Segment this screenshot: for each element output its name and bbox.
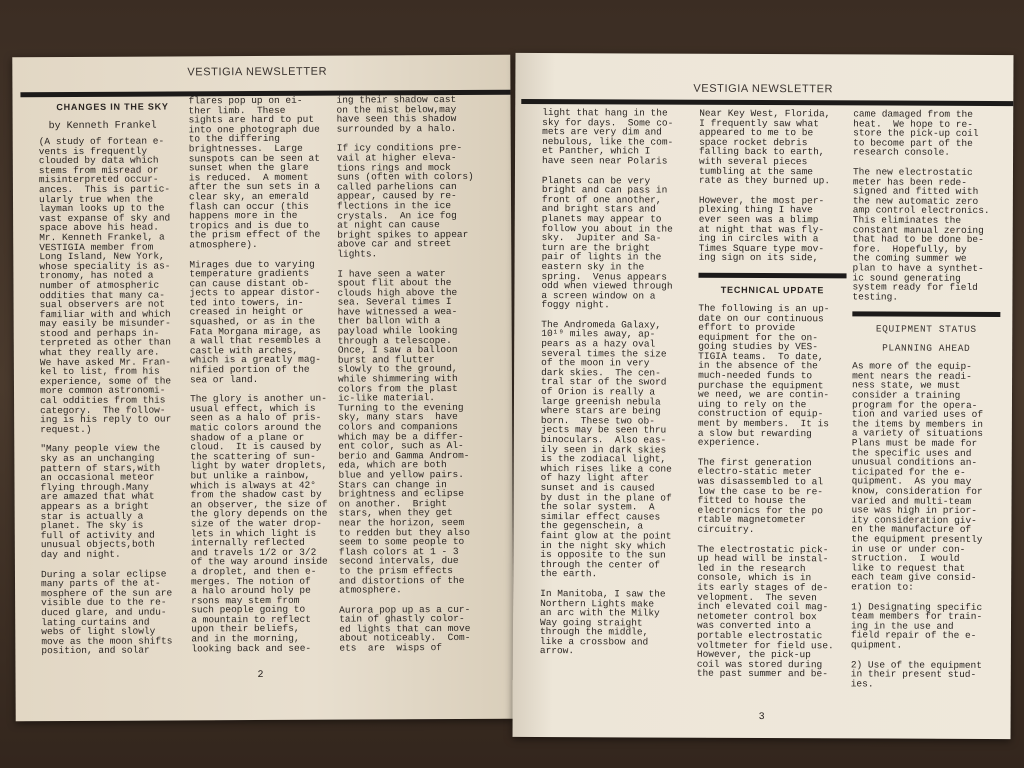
paragraph: Mirages due to varying temperature gradients can cause distant ob- jects to appear distor- ted into towers, in- creased in height or squashed, or as in the Fata Morgana mirage, as a wall that resembles a castle with arches, which is a greatly mag- nified portion of the sea or land. [189,258,322,386]
paragraph: I have seen a water spout flit about the clouds high above the sea. Several times I have witnessed a wea- ther ballon with a payload while looking through a telescope. Once, I saw a balloon burst and flutter slowly to the ground, while shimmering with colors from the plast ic-like material. Turning to the evening sky, many stars have colors and companions which may be a differ- ent color, such as Al- berio and Gamma Androm- eda, which are both blue and yellow pairs. Stars can change in brightness and eclipse on another. Bright stars, when they get near the horizon, seem to redden but they also seem to some people to flash colors at 1 - 3 second intervals, due to the prism effects and distortions of the atmosphere. [337,267,470,596]
page-number: 2 [257,670,264,682]
text-column [540,108,690,667]
paragraph: Planets can be very bright and can pass in front of one another, and bright stars and planets may appear to follow you about in the sky. Jupiter and Sa- turn are the bright pair of lights in the eastern sky in the spring. Venus appears odd when viewed through a screen window on a foggy night. [541,174,673,311]
text-column [851,109,1002,699]
text-column [188,96,339,664]
section-subheading: PLANNING AHEAD [882,342,971,355]
paragraph: 2) Use of the equipment in their present stud- ies. [850,658,982,690]
paragraph: In Manitoba, I saw the Northern Lights make an arc with the Milky Way going straight through the middle, like a crossbow and arrow. [539,587,666,657]
section-rule [852,312,1000,318]
text-column [697,109,848,690]
paragraph: The new electrostatic meter has been rede- signed and fitted with the new automatic zero amp control electronics. This eliminates the constant manual zeroing that had to be done be- fore. Hopefully, by the coming summer we plan to have a synthet- ic sound generating system ready for field testing. [852,166,990,303]
paragraph: (A study of fortean e- vents is frequently clouded by data which stems from misread or misinterpreted occur- ances. This is partic- ularly true when the layman looks up to the vast expanse of sky and space above his head. Mr. Kenneth Frankel, a VESTIGIA member from Long Island, New York, whose speciality is as- tronomy, has noted a number of atmospheric oddities that many ca- sual observers are not familiar with and which may easily be misunder- stood and perhaps in- terpreted as other than what they really are. We have asked Mr. Fran- kel to list, from his experience, some of the more common astronomi- cal oddities from this category. The follow- ing is his reply to our request.) [38,135,172,435]
paragraph: Aurora pop up as a cur- tain of ghastly color- ed lights that can move about noticeably. Com- ets are wisps of [339,603,471,654]
paragraph: If icy conditions pre- vail at higher eleva- tions rings and mock suns (often with colors) called parhelions can appear, caused by re- flections in the ice crystals. An ice fog at night can cause bright spikes to appear above car and street lights. [336,142,474,260]
paragraph: ing their shadow cast on the mist below,may have seen this shadow surrounded by a halo. [336,93,457,135]
paragraph: During a solar eclipse many parts of the at- mosphere of the sun are visible due to the re- duced glare, and undu- lating curtains and webs of light slowly move as the moon shifts position, and solar [40,568,173,657]
byline: by Kenneth Frankel [48,120,157,133]
section-rule [699,273,847,279]
page-header: VESTIGIA NEWSLETTER [693,82,834,96]
section-subheading: EQUIPMENT STATUS [875,323,977,336]
page-number: 3 [758,711,765,724]
section-heading: CHANGES IN THE SKY [56,101,169,113]
paragraph: The first generation electro-static meter was disassembled to al low the case to be re- fitted to house the electronics for the po rtable magnetometer circuitry. [697,456,824,535]
paragraph: The Andromeda Galaxy, 10¹⁹ miles away, ap- pears as a hazy oval several times the size of the moon in very dark skies. The cen- tral star of the sword of Orion is really a large greenish nebula where stars are being born. These two ob- jects may be seen thru binoculars. Also eas- ily seen in dark skies is the zodiacal light, which rises like a cone of hazy light after sunset and is caused by dust in the plane of the solar system. A similar effect causes the gegenschein, a faint glow at the point in the night sky which is opposite to the sun through the center of the earth. [540,318,672,580]
text-column [39,101,190,666]
paragraph: light that hang in the sky for days. Some co- mets are very dim and nebulous, like the com- et Panther, which I have seen near Polaris [542,107,674,167]
paragraph: However, the most per- plexing thing I have ever seen was a blimp at night that was fly- ing in circles with a Times Square type mov- ing sign on its side, [698,194,825,264]
page-header: VESTIGIA NEWSLETTER [187,65,328,79]
paragraph: 1) Designating specific team members for train- ing in the use and field repair of the e- quipment. [850,600,983,651]
paragraph: came damaged from the heat. We hope to re- store the pick-up coil to become part of the research console. [853,108,979,159]
paragraph: flares pop up on ei- ther limb. These sights are hard to put into one photograph due to the differing brightnesses. Large sunspots can be seen at sunset when the glare is reduced. A moment after the sun sets in a clear sky, an emerald flash can occur (this happens more in the tropics and is due to the prism effect of the atmosphere). [188,94,321,251]
paragraph: Near Key West, Florida, I frequently saw what appeared to me to be space rocket debris falling back to earth, with several pieces tumbling at the same rate as they burned up. [698,107,831,187]
paragraph: "Many people view the sky as an unchanging pattern of stars,with an occasional meteor flying through.Many are amazed that what appears as a bright star is actually a planet. The sky is full of activity and unusual objects,both day and night. [40,442,161,561]
section-heading: TECHNICAL UPDATE [720,284,825,296]
paragraph: As more of the equip- ment nears the readi- ness state, we must consider a training program for the opera- tion and varied uses of the items by members in a variety of situations Plans must be made for the specific uses and unusual conditions an- ticipated for the e- quipment. As you may know, consideration for varied and multi-team use was high in prior- ity consideration giv- en the manufacture of the equipment presently in use or under con- struction. I would like to request that each team give consid- eration to: [851,360,984,593]
paragraph: The electrostatic pick- up head will be instal- led in the research console, which is in its early stages of de- velopment. The seven inch elevated coil mag- netometer control box was converted into a portable electrostatic voltmeter for field use. However, the pick-up coil was stored during the past summer and be- [696,543,834,680]
newsletter-page-2 [12,55,513,722]
paragraph: The following is an up- date on our continuous effort to provide equipment for the on- going studies by VES- TIGIA teams. To date, in the absence of the much-needed funds to purchase the equipment we need, we are contin- uing to rely on the construction of equip- ment by members. It is a slow but rewarding experience. [697,302,830,449]
paragraph: The glory is another un- usual effect, which is seen as a halo of pris- matic colors around the shadow of a plane or cloud. It is caused by the scattering of sun- light by water droplets, but unlike a rainbow, which is always at 42° from the shadow cast by an observer, the size of the glory depends on the size of the water drop- lets in which light is internally reflected and travels 1/2 or 3/2 of the way around inside a droplet, and then e- merges. The notion of a halo around holy pe rsons may stem from such people going to a mountain to reflect upon their beliefs, and in the morning, looking back and see- [190,392,328,655]
header-rule [521,99,1013,106]
newsletter-page-3 [513,53,1014,739]
text-column [336,95,487,663]
